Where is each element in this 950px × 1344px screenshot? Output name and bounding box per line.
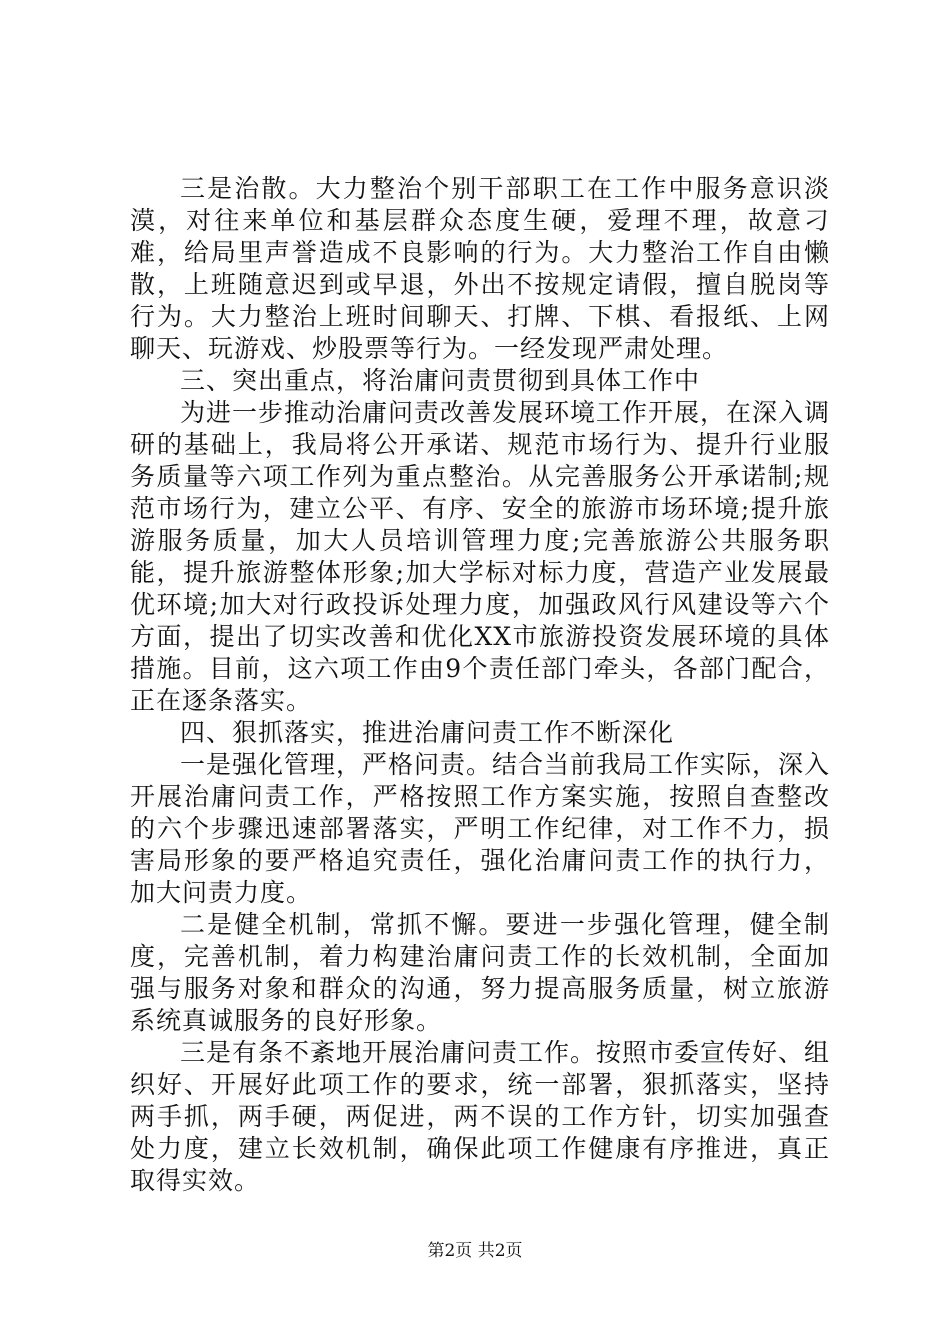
section-heading-4: 四、狠抓落实，推进治庸问责工作不断深化 — [180, 718, 675, 747]
paragraph-zhi-san: 三是治散。大力整治个别干部职工在工作中服务意识淡漠，对往来单位和基层群众态度生硬，爱理不理，故意刁难，给局里声誉造成不良影响的行为。大力整治工作自由懒散，上班随意迟到或早退，外出不按规定请假，擅自脱岗等行为。大力整治上班时间聊天、打牌、下棋、看报纸、上网聊天、玩游戏、炒股票等行为。一经发现严肃处理。 — [130, 174, 830, 363]
paragraph-management: 一是强化管理，严格问责。结合当前我局工作实际，深入开展治庸问责工作，严格按照工作方案实施，按照自查整改的六个步骤迅速部署落实，严明工作纪律，对工作不力，损害局形象的要严格追究责任，强化治庸问责工作的执行力，加大问责力度。 — [130, 750, 831, 907]
paragraph-mechanism: 二是健全机制，常抓不懈。要进一步强化管理，健全制度，完善机制，着力构建治庸问责工作的长效机制，全面加强与服务对象和群众的沟通，努力提高服务质量，树立旅游系统真诚服务的良好形象。 — [130, 910, 830, 1035]
page-number-footer: 第2页 共2页 — [427, 1241, 523, 1261]
document-body — [130, 173, 830, 1197]
paragraph-orderly-work: 三是有条不紊地开展治庸问责工作。按照市委宣传好、组织好、开展好此项工作的要求，统一部署，狠抓落实，坚持两手抓，两手硬，两促进，两不误的工作方针，切实加强查处力度，建立长效机制，确保此项工作健康有序推进，真正取得实效。 — [130, 1038, 831, 1195]
section-heading-3: 三、突出重点，将治庸问责贯彻到具体工作中 — [180, 366, 701, 395]
paragraph-key-tasks: 为进一步推动治庸问责改善发展环境工作开展，在深入调研的基础上，我局将公开承诺、规范市场行为、提升行业服务质量等六项工作列为重点整治。从完善服务公开承诺制;规范市场行为，建立公平、有序、安全的旅游市场环境;提升旅游服务质量，加大人员培训管理力度;完善旅游公共服务职能，提升旅游整体形象;加大学标对标力度，营造产业发展最优环境;加大对行政投诉处理力度，加强政风行风建设等六个方面，提出了切实改善和优化XX市旅游投资发展环境的具体措施。目前，这六项工作由9个责任部门牵头，各部门配合，正在逐条落实。 — [130, 398, 831, 715]
